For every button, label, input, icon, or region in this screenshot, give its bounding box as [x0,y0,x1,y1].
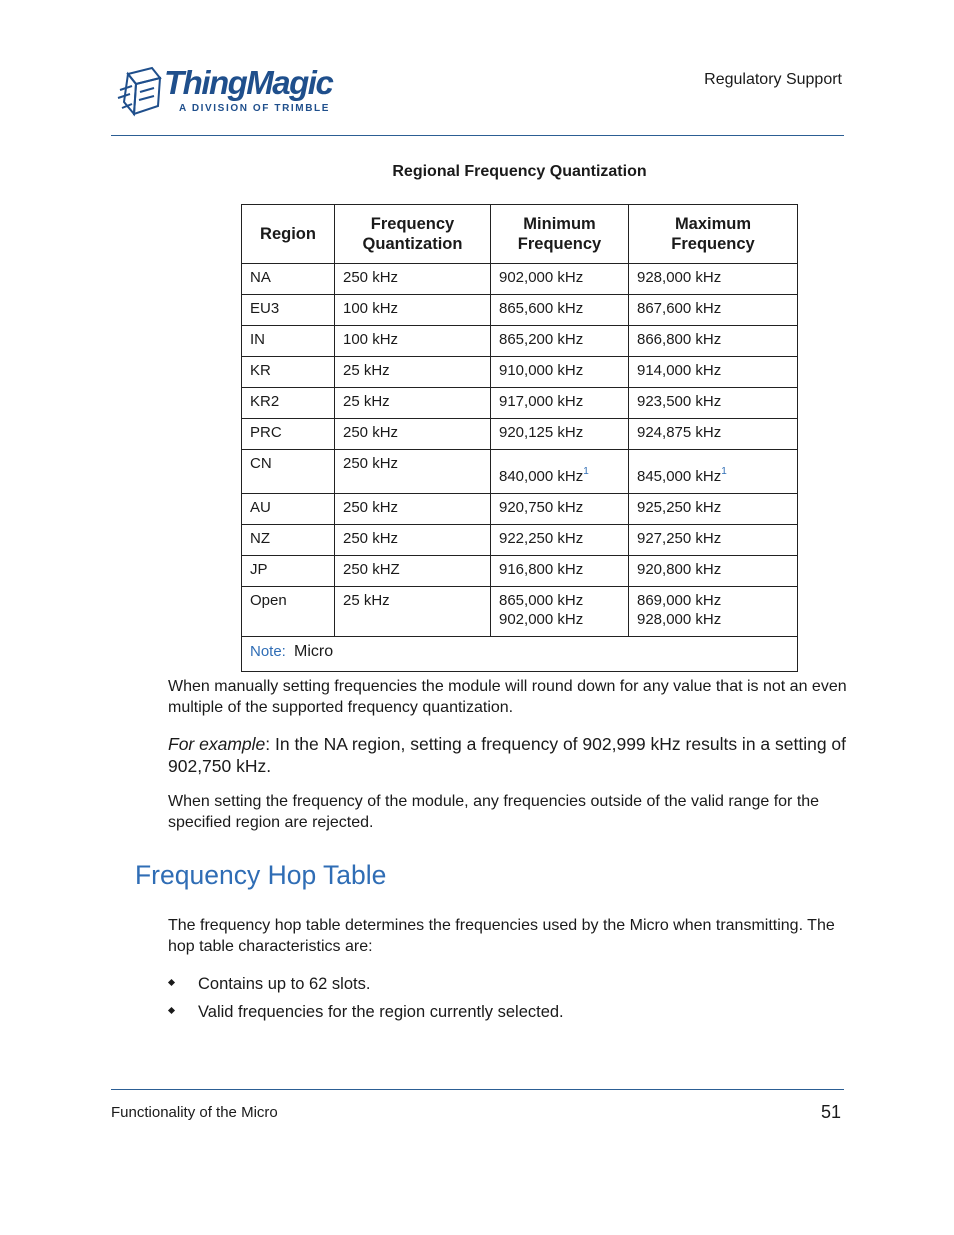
cell-region: IN [242,326,335,357]
table-note [242,637,798,672]
cell-quantization: 25 kHz [335,388,491,419]
cell-max-value: 928,000 kHz [637,611,722,628]
list-item-text: Valid frequencies for the region currently selected. [198,1003,564,1021]
cell-quantization: 100 kHz [335,295,491,326]
cell-quantization: 100 kHz [335,326,491,357]
cell-max: 924,875 kHz [629,419,798,450]
cell-max: 925,250 kHz [629,494,798,525]
frequency-table [241,204,798,672]
cell-quantization: 250 kHz [335,494,491,525]
cell-region: EU3 [242,295,335,326]
header-section-label: Regulatory Support [704,71,842,88]
cell-min: 917,000 kHz [491,388,629,419]
cell-quantization: 250 kHz [335,450,491,494]
cell-max: 927,250 kHz [629,525,798,556]
page-number: 51 [820,1102,841,1122]
header-quantization: Frequency Quantization [335,205,491,264]
footnote-ref[interactable]: 1 [583,466,589,477]
cell-max [629,450,798,494]
list-item [168,970,564,998]
paragraph-rejected: When setting the frequency of the module, any frequencies outside of the valid range for the specified region are rejected. [168,793,820,831]
table-note-row [242,637,798,672]
list-item [168,998,564,1026]
footer-rule [111,1089,844,1090]
footnote-ref[interactable]: 1 [721,466,727,477]
logo-subtitle: A DIVISION OF TRIMBLE [179,103,331,114]
cell-min-value: 902,000 kHz [499,611,584,628]
note-label: Note: [250,643,286,660]
cell-min [491,450,629,494]
cell-quantization: 25 kHz [335,587,491,637]
cell-min: 922,250 kHz [491,525,629,556]
table-row [242,295,798,326]
section-title: Frequency Hop Table [135,860,387,890]
cell-quantization: 250 kHz [335,264,491,295]
table-title: Regional Frequency Quantization [392,163,647,180]
footer-chapter: Functionality of the Micro [111,1104,278,1121]
cell-min-value: 840,000 kHz [499,468,584,485]
header-maximum-frequency: Maximum Frequency [629,205,798,264]
cell-min: 865,200 kHz [491,326,629,357]
example-text: : In the NA region, setting a frequency of 902,999 kHz results in a setting of 902,750 kHz. [168,734,847,776]
example-label: For example [168,734,266,754]
list-item-text: Contains up to 62 slots. [198,975,371,993]
bullet-list [168,970,564,1026]
cell-min: 916,800 kHz [491,556,629,587]
paragraph-example [168,733,848,777]
cell-min-value: 865,000 kHz [499,592,584,609]
cell-max: 928,000 kHz [629,264,798,295]
cell-quantization: 250 kHZ [335,556,491,587]
diamond-bullet-icon [168,979,175,986]
cell-region: NZ [242,525,335,556]
paragraph-hop-table: The frequency hop table determines the frequencies used by the Micro when transmitting. The hop table characteristics are: [168,917,835,955]
cell-quantization: 250 kHz [335,525,491,556]
table-row [242,326,798,357]
paragraph-rounding: When manually setting frequencies the module will round down for any value that is not an even multiple of the supported frequency quantization. [168,678,847,716]
cell-min: 910,000 kHz [491,357,629,388]
logo-name: ThingMagic [164,64,333,101]
cell-region: NA [242,264,335,295]
cell-region: PRC [242,419,335,450]
cell-region: AU [242,494,335,525]
note-text: Micro [294,643,334,660]
table-row [242,494,798,525]
cell-max: 866,800 kHz [629,326,798,357]
cell-max: 914,000 kHz [629,357,798,388]
header-region: Region [242,205,335,264]
cell-region: KR [242,357,335,388]
cell-max [629,587,798,637]
header-rule [111,135,844,136]
cell-max-value: 845,000 kHz [637,468,722,485]
cell-region: JP [242,556,335,587]
header-minimum-frequency: Minimum Frequency [491,205,629,264]
logo-cube-icon [114,62,164,124]
table-row [242,556,798,587]
cell-min [491,587,629,637]
table-row [242,357,798,388]
table-row [242,419,798,450]
cell-min: 920,750 kHz [491,494,629,525]
table-row [242,587,798,637]
cell-region: CN [242,450,335,494]
cell-quantization: 250 kHz [335,419,491,450]
cell-max: 923,500 kHz [629,388,798,419]
cell-max-value: 869,000 kHz [637,592,722,609]
table-row [242,450,798,494]
cell-region: KR2 [242,388,335,419]
cell-min: 920,125 kHz [491,419,629,450]
table-row [242,388,798,419]
thingmagic-logo [114,62,333,126]
cell-region: Open [242,587,335,637]
cell-quantization: 25 kHz [335,357,491,388]
table-header-row [242,205,798,264]
cell-max: 867,600 kHz [629,295,798,326]
table-row [242,264,798,295]
table-row [242,525,798,556]
cell-max: 920,800 kHz [629,556,798,587]
cell-min: 902,000 kHz [491,264,629,295]
cell-min: 865,600 kHz [491,295,629,326]
diamond-bullet-icon [168,1007,175,1014]
